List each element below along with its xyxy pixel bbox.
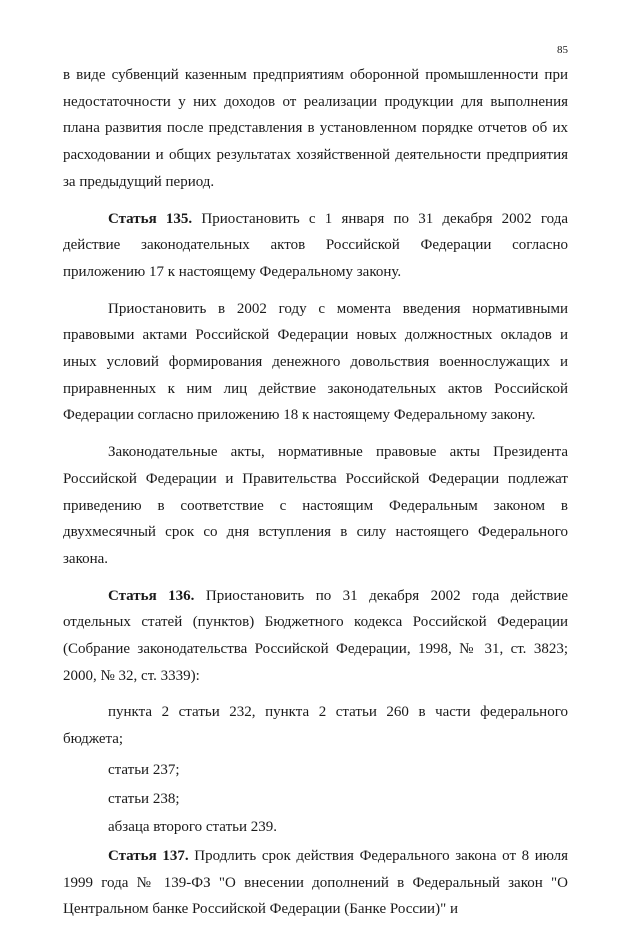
article-135 (63, 206, 568, 286)
paragraph-suspend-allowances: Приостановить в 2002 году с момента введения нормативными правовыми актами Российской Федерации новых должностных окладов и иных условий формирования денежного довольствия военнослужащих и приравненных к ним лиц действие законодательных актов Российской Федерации согласно приложению 18 к настоящему Федеральному закону. (63, 300, 568, 424)
article-136-text: Приостановить по 31 декабря 2002 года действие отдельных статей (пунктов) Бюджетного кодекса Российской Федерации (Собрание законодательства Российской Федерации, 1998, № 31, ст. 3823; 2000, № 32, ст. 3339): (63, 587, 569, 684)
list-item: статьи 237; (108, 761, 180, 778)
paragraph-continuation: в виде субвенций казенным предприятиям оборонной промышленности при недостаточности у них доходов от реализации продукции для выполнения плана развития после представления в установленном порядке отчетов об их расходовании и общих результатах хозяйственной деятельности предприятия за предыдущий период. (63, 67, 568, 190)
article-136 (63, 583, 568, 690)
article-137-text: Продлить срок действия Федерального закона от 8 июля 1999 года № 139-ФЗ "О внесении дополнений в Федеральный закон "О Центральном банке Российской Федерации (Банке России)" и (63, 847, 569, 918)
article-137 (63, 843, 568, 923)
article-137-title: Статья 137. (108, 847, 189, 864)
list-item: абзаца второго статьи 239. (108, 819, 277, 836)
list-item: статьи 238; (108, 790, 180, 807)
article-135-title: Статья 135. (108, 210, 193, 227)
article-135-text: Приостановить с 1 января по 31 декабря 2002 года действие законодательных актов Российской Федерации согласно приложению 17 к настоящему Федеральному закону. (63, 210, 568, 280)
article-136-title: Статья 136. (108, 587, 195, 604)
paragraph-conformity: Законодательные акты, нормативные правовые акты Президента Российской Федерации и Правительства Российской Федерации подлежат приведению в соответствие с настоящим Федеральным законом в двухмесячный срок со дня вступления в силу настоящего Федерального закона. (63, 444, 568, 567)
list-item: пункта 2 статьи 232, пункта 2 статьи 260 в части федерального бюджета; (63, 704, 568, 748)
document-body (63, 62, 568, 933)
page-number: 85 (557, 44, 568, 56)
